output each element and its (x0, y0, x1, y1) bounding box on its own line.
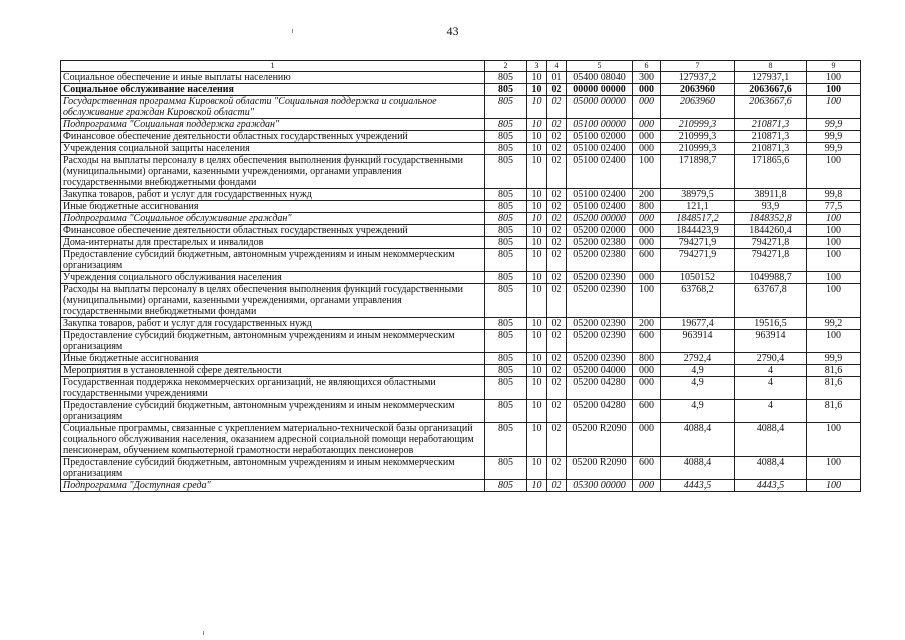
target-article-cell: 05100 00000 (567, 119, 633, 131)
expense-type-cell: 000 (633, 84, 661, 96)
subsection-cell: 02 (547, 353, 567, 365)
percent-cell: 100 (807, 457, 861, 480)
row-name-cell: Закупка товаров, работ и услуг для государственных нужд (61, 318, 485, 330)
expense-type-cell: 800 (633, 353, 661, 365)
ved-cell: 805 (485, 84, 527, 96)
table-row (61, 330, 861, 353)
ved-cell: 805 (485, 225, 527, 237)
section-cell: 10 (527, 237, 547, 249)
expense-type-cell: 000 (633, 480, 661, 492)
section-cell: 10 (527, 225, 547, 237)
section-cell: 10 (527, 377, 547, 400)
target-article-cell: 05200 04280 (567, 377, 633, 400)
percent-cell: 99,9 (807, 131, 861, 143)
row-name-cell: Расходы на выплаты персоналу в целях обеспечения выполнения функций государственными (муниципальными) органами, казенными учреждениями, органами управления государственными внебюджетными фондами (61, 284, 485, 318)
percent-cell: 100 (807, 480, 861, 492)
actual-amount-cell: 210871,3 (735, 143, 807, 155)
percent-cell: 81,6 (807, 400, 861, 423)
row-name-cell: Расходы на выплаты персоналу в целях обеспечения выполнения функций государственными (муниципальными) органами, казенными учреждениями, органами управления государственными внебюджетными фондами (61, 155, 485, 189)
column-header: 3 (527, 61, 547, 72)
table-row (61, 143, 861, 155)
ved-cell: 805 (485, 72, 527, 84)
ved-cell: 805 (485, 96, 527, 119)
column-header: 5 (567, 61, 633, 72)
expense-type-cell: 000 (633, 237, 661, 249)
table-row (61, 400, 861, 423)
table-row (61, 155, 861, 189)
row-name-cell: Подпрограмма "Социальное обслуживание граждан" (61, 213, 485, 225)
percent-cell: 100 (807, 225, 861, 237)
page-number: 43 (446, 24, 459, 38)
section-cell: 10 (527, 201, 547, 213)
percent-cell: 81,6 (807, 365, 861, 377)
row-name-cell: Закупка товаров, работ и услуг для государственных нужд (61, 189, 485, 201)
actual-amount-cell: 794271,8 (735, 249, 807, 272)
row-name-cell: Социальное обслуживание населения (61, 84, 485, 96)
percent-cell: 100 (807, 249, 861, 272)
target-article-cell: 05200 04280 (567, 400, 633, 423)
expense-type-cell: 600 (633, 249, 661, 272)
expense-type-cell: 000 (633, 377, 661, 400)
ved-cell: 805 (485, 423, 527, 457)
ved-cell: 805 (485, 249, 527, 272)
target-article-cell: 05200 02000 (567, 225, 633, 237)
target-article-cell: 05100 02400 (567, 143, 633, 155)
section-cell: 10 (527, 249, 547, 272)
target-article-cell: 05200 00000 (567, 213, 633, 225)
target-article-cell: 05200 02390 (567, 318, 633, 330)
subsection-cell: 02 (547, 84, 567, 96)
planned-amount-cell: 210999,3 (661, 143, 735, 155)
expense-type-cell: 600 (633, 400, 661, 423)
section-cell: 10 (527, 423, 547, 457)
expense-type-cell: 000 (633, 272, 661, 284)
percent-cell: 99,9 (807, 143, 861, 155)
planned-amount-cell: 38979,5 (661, 189, 735, 201)
planned-amount-cell: 2792,4 (661, 353, 735, 365)
ved-cell: 805 (485, 272, 527, 284)
actual-amount-cell: 63767,8 (735, 284, 807, 318)
subsection-cell: 01 (547, 72, 567, 84)
column-header: 6 (633, 61, 661, 72)
expense-type-cell: 100 (633, 284, 661, 318)
target-article-cell: 05400 08040 (567, 72, 633, 84)
expense-type-cell: 600 (633, 457, 661, 480)
subsection-cell: 02 (547, 400, 567, 423)
scan-mark (292, 29, 293, 33)
actual-amount-cell: 1049988,7 (735, 272, 807, 284)
percent-cell: 99,9 (807, 119, 861, 131)
percent-cell: 100 (807, 213, 861, 225)
column-header: 9 (807, 61, 861, 72)
percent-cell: 77,5 (807, 201, 861, 213)
column-header: 2 (485, 61, 527, 72)
planned-amount-cell: 2063960 (661, 96, 735, 119)
ved-cell: 805 (485, 480, 527, 492)
column-header: 7 (661, 61, 735, 72)
expense-type-cell: 800 (633, 201, 661, 213)
column-number-row (61, 61, 861, 72)
table-body (61, 72, 861, 492)
actual-amount-cell: 210871,3 (735, 131, 807, 143)
section-cell: 10 (527, 272, 547, 284)
percent-cell: 100 (807, 155, 861, 189)
planned-amount-cell: 1844423,9 (661, 225, 735, 237)
actual-amount-cell: 4088,4 (735, 457, 807, 480)
planned-amount-cell: 210999,3 (661, 131, 735, 143)
subsection-cell: 02 (547, 318, 567, 330)
actual-amount-cell: 2063667,6 (735, 84, 807, 96)
expense-type-cell: 000 (633, 365, 661, 377)
section-cell: 10 (527, 457, 547, 480)
target-article-cell: 05200 02390 (567, 272, 633, 284)
table-row (61, 84, 861, 96)
section-cell: 10 (527, 480, 547, 492)
subsection-cell: 02 (547, 131, 567, 143)
table-row (61, 272, 861, 284)
subsection-cell: 02 (547, 330, 567, 353)
target-article-cell: 05200 02380 (567, 237, 633, 249)
subsection-cell: 02 (547, 189, 567, 201)
column-header: 4 (547, 61, 567, 72)
actual-amount-cell: 1848352,8 (735, 213, 807, 225)
subsection-cell: 02 (547, 225, 567, 237)
expense-type-cell: 000 (633, 143, 661, 155)
target-article-cell: 00000 00000 (567, 84, 633, 96)
ved-cell: 805 (485, 189, 527, 201)
scan-mark (203, 631, 204, 635)
subsection-cell: 02 (547, 249, 567, 272)
ved-cell: 805 (485, 131, 527, 143)
ved-cell: 805 (485, 365, 527, 377)
section-cell: 10 (527, 365, 547, 377)
section-cell: 10 (527, 84, 547, 96)
percent-cell: 100 (807, 237, 861, 249)
expense-type-cell: 000 (633, 423, 661, 457)
row-name-cell: Государственная программа Кировской области "Социальная поддержка и социальное обслуживание граждан Кировской области" (61, 96, 485, 119)
row-name-cell: Социальные программы, связанные с укреплением материально-технической базы организаций социального обслуживания населения, оказанием адресной социальной помощи неработающим пенсионерам, обучением компьютерной грамотности неработающих пенсионеров (61, 423, 485, 457)
section-cell: 10 (527, 318, 547, 330)
ved-cell: 805 (485, 213, 527, 225)
planned-amount-cell: 4,9 (661, 365, 735, 377)
actual-amount-cell: 4 (735, 377, 807, 400)
expense-type-cell: 200 (633, 318, 661, 330)
planned-amount-cell: 794271,9 (661, 237, 735, 249)
percent-cell: 100 (807, 84, 861, 96)
section-cell: 10 (527, 213, 547, 225)
target-article-cell: 05200 02390 (567, 353, 633, 365)
actual-amount-cell: 794271,8 (735, 237, 807, 249)
ved-cell: 805 (485, 284, 527, 318)
subsection-cell: 02 (547, 119, 567, 131)
row-name-cell: Предоставление субсидий бюджетным, автономным учреждениям и иным некоммерческим организациям (61, 330, 485, 353)
section-cell: 10 (527, 155, 547, 189)
table-row (61, 225, 861, 237)
percent-cell: 100 (807, 72, 861, 84)
percent-cell: 99,9 (807, 353, 861, 365)
planned-amount-cell: 210999,3 (661, 119, 735, 131)
table-row (61, 365, 861, 377)
percent-cell: 81,6 (807, 377, 861, 400)
planned-amount-cell: 4,9 (661, 377, 735, 400)
table-row (61, 237, 861, 249)
table-row (61, 96, 861, 119)
target-article-cell: 05100 02400 (567, 189, 633, 201)
target-article-cell: 05200 04000 (567, 365, 633, 377)
planned-amount-cell: 1050152 (661, 272, 735, 284)
actual-amount-cell: 171865,6 (735, 155, 807, 189)
table-row (61, 377, 861, 400)
actual-amount-cell: 1844260,4 (735, 225, 807, 237)
planned-amount-cell: 1848517,2 (661, 213, 735, 225)
subsection-cell: 02 (547, 457, 567, 480)
target-article-cell: 05100 02400 (567, 201, 633, 213)
planned-amount-cell: 19677,4 (661, 318, 735, 330)
expense-type-cell: 000 (633, 225, 661, 237)
planned-amount-cell: 171898,7 (661, 155, 735, 189)
section-cell: 10 (527, 96, 547, 119)
subsection-cell: 02 (547, 272, 567, 284)
row-name-cell: Иные бюджетные ассигнования (61, 353, 485, 365)
ved-cell: 805 (485, 330, 527, 353)
table-row (61, 457, 861, 480)
table-row (61, 119, 861, 131)
ved-cell: 805 (485, 353, 527, 365)
actual-amount-cell: 4443,5 (735, 480, 807, 492)
section-cell: 10 (527, 353, 547, 365)
row-name-cell: Дома-интернаты для престарелых и инвалидов (61, 237, 485, 249)
percent-cell: 100 (807, 272, 861, 284)
table-row (61, 189, 861, 201)
planned-amount-cell: 4088,4 (661, 423, 735, 457)
actual-amount-cell: 4088,4 (735, 423, 807, 457)
percent-cell: 99,2 (807, 318, 861, 330)
section-cell: 10 (527, 143, 547, 155)
ved-cell: 805 (485, 201, 527, 213)
ved-cell: 805 (485, 318, 527, 330)
table-row (61, 72, 861, 84)
planned-amount-cell: 63768,2 (661, 284, 735, 318)
actual-amount-cell: 2790,4 (735, 353, 807, 365)
subsection-cell: 02 (547, 423, 567, 457)
section-cell: 10 (527, 400, 547, 423)
actual-amount-cell: 2063667,6 (735, 96, 807, 119)
section-cell: 10 (527, 131, 547, 143)
ved-cell: 805 (485, 377, 527, 400)
ved-cell: 805 (485, 237, 527, 249)
planned-amount-cell: 127937,2 (661, 72, 735, 84)
planned-amount-cell: 794271,9 (661, 249, 735, 272)
table-row (61, 423, 861, 457)
expense-type-cell: 000 (633, 96, 661, 119)
table-row (61, 318, 861, 330)
actual-amount-cell: 93,9 (735, 201, 807, 213)
percent-cell: 99,8 (807, 189, 861, 201)
row-name-cell: Социальное обеспечение и иные выплаты населению (61, 72, 485, 84)
row-name-cell: Предоставление субсидий бюджетным, автономным учреждениям и иным некоммерческим организациям (61, 249, 485, 272)
planned-amount-cell: 2063960 (661, 84, 735, 96)
table-row (61, 213, 861, 225)
expense-type-cell: 000 (633, 131, 661, 143)
column-header: 8 (735, 61, 807, 72)
table-row (61, 284, 861, 318)
row-name-cell: Мероприятия в установленной сфере деятельности (61, 365, 485, 377)
planned-amount-cell: 121,1 (661, 201, 735, 213)
subsection-cell: 02 (547, 143, 567, 155)
ved-cell: 805 (485, 143, 527, 155)
planned-amount-cell: 963914 (661, 330, 735, 353)
table-row (61, 480, 861, 492)
expense-type-cell: 000 (633, 119, 661, 131)
table-row (61, 201, 861, 213)
section-cell: 10 (527, 189, 547, 201)
row-name-cell: Предоставление субсидий бюджетным, автономным учреждениям и иным некоммерческим организациям (61, 400, 485, 423)
table-row (61, 249, 861, 272)
ved-cell: 805 (485, 400, 527, 423)
actual-amount-cell: 210871,3 (735, 119, 807, 131)
subsection-cell: 02 (547, 201, 567, 213)
target-article-cell: 05200 02390 (567, 330, 633, 353)
ved-cell: 805 (485, 457, 527, 480)
target-article-cell: 05200 02390 (567, 284, 633, 318)
subsection-cell: 02 (547, 237, 567, 249)
subsection-cell: 02 (547, 213, 567, 225)
percent-cell: 100 (807, 96, 861, 119)
subsection-cell: 02 (547, 480, 567, 492)
section-cell: 10 (527, 119, 547, 131)
planned-amount-cell: 4,9 (661, 400, 735, 423)
section-cell: 10 (527, 330, 547, 353)
percent-cell: 100 (807, 284, 861, 318)
expense-type-cell: 000 (633, 213, 661, 225)
subsection-cell: 02 (547, 96, 567, 119)
target-article-cell: 05300 00000 (567, 480, 633, 492)
row-name-cell: Финансовое обеспечение деятельности областных государственных учреждений (61, 225, 485, 237)
actual-amount-cell: 4 (735, 365, 807, 377)
expense-type-cell: 200 (633, 189, 661, 201)
section-cell: 10 (527, 72, 547, 84)
actual-amount-cell: 38911,8 (735, 189, 807, 201)
target-article-cell: 05100 02400 (567, 155, 633, 189)
expense-type-cell: 600 (633, 330, 661, 353)
percent-cell: 100 (807, 423, 861, 457)
planned-amount-cell: 4088,4 (661, 457, 735, 480)
subsection-cell: 02 (547, 377, 567, 400)
row-name-cell: Финансовое обеспечение деятельности областных государственных учреждений (61, 131, 485, 143)
table-row (61, 353, 861, 365)
target-article-cell: 05100 02000 (567, 131, 633, 143)
actual-amount-cell: 19516,5 (735, 318, 807, 330)
target-article-cell: 05200 R2090 (567, 423, 633, 457)
target-article-cell: 05000 00000 (567, 96, 633, 119)
subsection-cell: 02 (547, 365, 567, 377)
actual-amount-cell: 963914 (735, 330, 807, 353)
subsection-cell: 02 (547, 155, 567, 189)
subsection-cell: 02 (547, 284, 567, 318)
table-row (61, 131, 861, 143)
row-name-cell: Иные бюджетные ассигнования (61, 201, 485, 213)
target-article-cell: 05200 02380 (567, 249, 633, 272)
budget-table (60, 60, 861, 492)
ved-cell: 805 (485, 119, 527, 131)
expense-type-cell: 300 (633, 72, 661, 84)
row-name-cell: Предоставление субсидий бюджетным, автономным учреждениям и иным некоммерческим организациям (61, 457, 485, 480)
row-name-cell: Учреждения социальной защиты населения (61, 143, 485, 155)
row-name-cell: Учреждения социального обслуживания населения (61, 272, 485, 284)
column-header: 1 (61, 61, 485, 72)
target-article-cell: 05200 R2090 (567, 457, 633, 480)
ved-cell: 805 (485, 155, 527, 189)
planned-amount-cell: 4443,5 (661, 480, 735, 492)
row-name-cell: Подпрограмма "Социальная поддержка граждан" (61, 119, 485, 131)
expense-type-cell: 100 (633, 155, 661, 189)
row-name-cell: Подпрограмма "Доступная среда" (61, 480, 485, 492)
actual-amount-cell: 4 (735, 400, 807, 423)
section-cell: 10 (527, 284, 547, 318)
percent-cell: 100 (807, 330, 861, 353)
actual-amount-cell: 127937,1 (735, 72, 807, 84)
row-name-cell: Государственная поддержка некоммерческих организаций, не являющихся областными государственными учреждениями (61, 377, 485, 400)
